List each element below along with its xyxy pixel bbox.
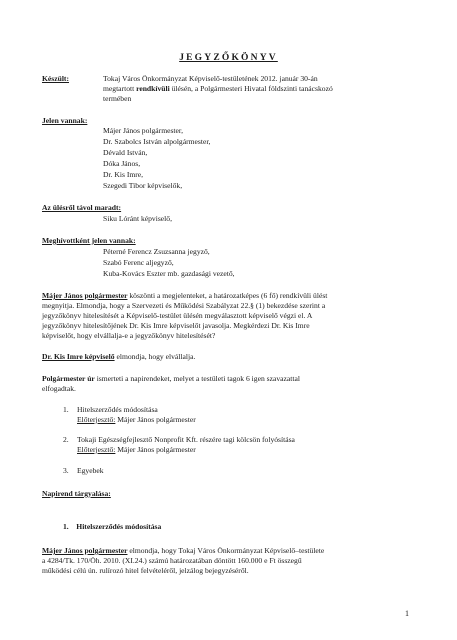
jelen-name: Dr. Kis Imre,: [103, 170, 144, 179]
jelen-name: Májer János polgármester,: [103, 126, 184, 135]
agenda-item-number: 3.: [63, 466, 69, 475]
keszult-line-3: termében: [103, 94, 132, 103]
document-title: JEGYZŐKÖNYV: [179, 53, 278, 63]
agenda-item-presenter: Előterjesztő: Májer János polgármester: [77, 415, 196, 424]
speaker-name: Polgármester úr: [42, 374, 95, 383]
agenda-item-number: 2.: [63, 435, 69, 444]
agenda-item-title: Hitelszerződés módosítása: [77, 405, 158, 414]
para1-line-1: Májer János polgármester köszönti a megjelenteket, a határozatképes (6 fő) rendkívüli ülést: [42, 291, 328, 300]
para2: Dr. Kis Imre képviselő elmondja, hogy elvállalja.: [42, 352, 196, 361]
para4-line-2: a 4284/Tk. 170/Öh. 2010. (XI.24.) számú határozatában döntött 160.000 e Ft összegű: [42, 556, 302, 565]
napirend-label: Napirend tárgyalása:: [42, 489, 111, 498]
keszult-label: Készült:: [42, 74, 69, 83]
keszult-line-1: Tokaj Város Önkormányzat Képviselő-testületének 2012. január 30-án: [103, 74, 318, 83]
para1-line-4: jegyzőkönyv hitelesítőjének Dr. Kis Imre képviselőt javasolja. Megkérdezi Dr. Kis Imre: [42, 321, 310, 330]
jelen-name: Dóka János,: [103, 159, 141, 168]
keszult-line-2: megtartott rendkívüli ülésén, a Polgármesteri Hivatal földszinti tanácskozó: [103, 84, 333, 93]
agenda-item-number: 1.: [63, 405, 69, 414]
para4-line-1: Májer János polgármester elmondja, hogy Tokaj Város Önkormányzat Képviselő–testülete: [42, 546, 325, 555]
jelen-name: Dr. Szabolcs István alpolgármester,: [103, 137, 211, 146]
para4-line-3: működési célú ún. rulírozó hitel felvételéről, jelzálog bejegyzéséről.: [42, 566, 249, 575]
tavol-label: Az ülésről távol maradt:: [42, 203, 122, 212]
section-heading: 1. Hitelszerződés módosítása: [63, 522, 162, 531]
speaker-name: Májer János polgármester: [42, 546, 128, 555]
para3-line-2: elfogadtak.: [42, 384, 76, 393]
page-number: 1: [405, 609, 409, 618]
meghivott-name: Kuba-Kovács Eszter mb. gazdasági vezető,: [103, 269, 235, 278]
speaker-name: Májer János polgármester: [42, 291, 128, 300]
speaker-name: Dr. Kis Imre képviselő: [42, 352, 115, 361]
agenda-item-presenter: Előterjesztő: Májer János polgármester: [77, 445, 196, 454]
para1-line-5: képviselőt, hogy elvállalja-e a jegyzőkönyv hitelesítését?: [42, 331, 216, 340]
jelen-label: Jelen vannak:: [42, 116, 88, 125]
para1-line-3: jegyzőkönyv hitelesítését a Képviselő-testület ülésén megválasztott képviselő végzi el. A: [42, 311, 313, 320]
tavol-name: Siku Lóránt képviselő,: [103, 214, 172, 223]
meghivott-name: Szabó Ferenc aljegyző,: [103, 258, 174, 267]
agenda-item-title: Egyebek: [77, 466, 104, 475]
para1-line-2: megnyitja. Elmondja, hogy a Szervezeti és Működési Szabályzat 22.§ (1) bekezdése szerint a: [42, 301, 326, 310]
meghivott-label: Meghívottként jelen vannak:: [42, 236, 136, 245]
para3-line-1: Polgármester úr ismerteti a napirendeket, melyet a testületi tagok 6 igen szavazattal: [42, 374, 300, 383]
jelen-name: Szegedi Tibor képviselők,: [103, 181, 183, 190]
meghivott-name: Péterné Ferencz Zsuzsanna jegyző,: [103, 247, 210, 256]
jelen-name: Dévald István,: [103, 148, 148, 157]
agenda-item-title: Tokaji Egészségfejlesztő Nonprofit Kft. részére tagi kölcsön folyósítása: [77, 435, 295, 444]
